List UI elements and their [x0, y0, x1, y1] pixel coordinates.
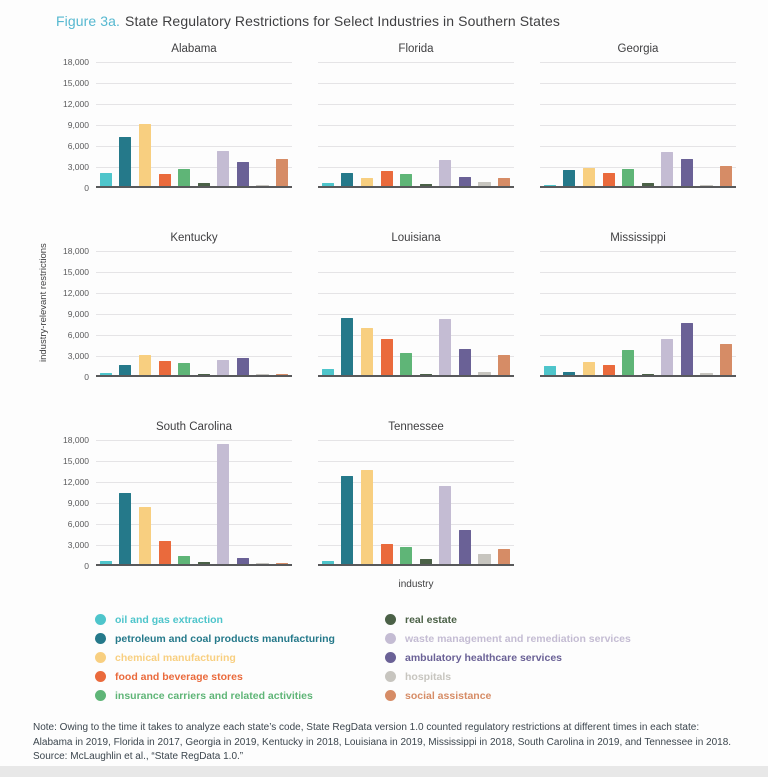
bar-slot [455, 62, 475, 186]
legend-label: petroleum and coal products manufacturing [115, 632, 335, 645]
legend-item-petroleum-and-coal-products-manufacturing [95, 629, 385, 648]
bar-waste-management-and-remediation-services [217, 360, 229, 375]
bar-slot [135, 62, 155, 186]
y-tick-label: 3,000 [67, 540, 89, 550]
bar-slot [318, 62, 338, 186]
legend-item-ambulatory-healthcare-services [385, 648, 631, 667]
bar-petroleum-and-coal-products-manufacturing [341, 173, 353, 186]
bar-ambulatory-healthcare-services [681, 323, 693, 376]
y-axis-alabama [58, 57, 96, 193]
bar-slot [338, 62, 358, 186]
bar-ambulatory-healthcare-services [459, 349, 471, 375]
bar-chemical-manufacturing [361, 178, 373, 186]
bar-slot [357, 62, 377, 186]
bar-waste-management-and-remediation-services [661, 152, 673, 186]
charts-grid [58, 43, 768, 571]
legend-label: social assistance [405, 689, 492, 702]
bar-social-assistance [498, 178, 510, 186]
chart-body-mississippi [540, 251, 736, 377]
bar-food-and-beverage-stores [159, 174, 171, 186]
bar-slot [194, 62, 214, 186]
y-tick-label: 3,000 [67, 351, 89, 361]
bar-slot [155, 62, 175, 186]
plot-mississippi [540, 251, 736, 377]
y-tick-label: 18,000 [63, 246, 89, 256]
bar-slot [318, 251, 338, 375]
bar-real-estate [198, 562, 210, 564]
bar-real-estate [198, 374, 210, 375]
legend-dot-oil-and-gas-extraction [95, 614, 106, 625]
bar-social-assistance [276, 374, 288, 375]
bar-food-and-beverage-stores [159, 541, 171, 564]
y-tick-label: 9,000 [67, 498, 89, 508]
chart-south-carolina [58, 421, 292, 571]
bar-food-and-beverage-stores [381, 171, 393, 186]
bar-chemical-manufacturing [583, 168, 595, 186]
bar-slot [677, 62, 697, 186]
bar-food-and-beverage-stores [603, 173, 615, 186]
bar-slot [272, 251, 292, 375]
legend-column-left [95, 610, 385, 705]
bar-waste-management-and-remediation-services [217, 444, 229, 564]
bar-slot [416, 440, 436, 564]
bar-slot [272, 62, 292, 186]
bar-insurance-carriers-and-related-activities [178, 169, 190, 187]
bar-slot [494, 440, 514, 564]
y-tick-label: 0 [84, 183, 89, 193]
y-tick-label: 9,000 [67, 309, 89, 319]
bar-oil-and-gas-extraction [100, 561, 112, 564]
bar-real-estate [642, 183, 654, 187]
y-tick-label: 18,000 [63, 435, 89, 445]
chart-body-kentucky [58, 246, 292, 382]
bar-slot [716, 251, 736, 375]
figure-title-text: State Regulatory Restrictions for Select Industries in Southern States [125, 13, 561, 29]
legend-dot-chemical-manufacturing [95, 652, 106, 663]
bar-insurance-carriers-and-related-activities [622, 350, 634, 375]
bar-slot [494, 62, 514, 186]
bar-chemical-manufacturing [361, 328, 373, 375]
bar-slot [396, 251, 416, 375]
legend-dot-hospitals [385, 671, 396, 682]
y-tick-label: 15,000 [63, 267, 89, 277]
bar-slot [677, 251, 697, 375]
bar-slot [116, 251, 136, 375]
bar-ambulatory-healthcare-services [237, 358, 249, 375]
y-tick-label: 18,000 [63, 57, 89, 67]
bar-slot [116, 440, 136, 564]
bar-slot [233, 62, 253, 186]
plot-south-carolina [96, 440, 292, 566]
bar-real-estate [420, 374, 432, 375]
bar-slot [455, 251, 475, 375]
chart-body-south-carolina [58, 435, 292, 571]
bar-slot [96, 62, 116, 186]
bar-slot [194, 251, 214, 375]
legend-label: ambulatory healthcare services [405, 651, 562, 664]
legend-item-chemical-manufacturing [95, 648, 385, 667]
bar-food-and-beverage-stores [381, 339, 393, 375]
legend-item-hospitals [385, 667, 631, 686]
bar-slot [579, 62, 599, 186]
plot-florida [318, 62, 514, 188]
chart-tennessee [318, 421, 514, 566]
bar-petroleum-and-coal-products-manufacturing [341, 318, 353, 375]
legend-label: waste management and remediation services [405, 632, 631, 645]
bar-hospitals [478, 182, 490, 186]
bar-slot [436, 251, 456, 375]
bar-social-assistance [720, 344, 732, 375]
bar-slot [697, 62, 717, 186]
bar-slot [214, 62, 234, 186]
bar-slot [599, 251, 619, 375]
bar-social-assistance [498, 549, 510, 564]
chart-title-louisiana: Louisiana [391, 232, 441, 244]
bar-slot [233, 440, 253, 564]
x-axis-title: industry [398, 579, 434, 590]
bar-slot [338, 440, 358, 564]
bar-oil-and-gas-extraction [322, 369, 334, 375]
bar-oil-and-gas-extraction [544, 185, 556, 186]
bar-slot [214, 251, 234, 375]
chart-body-louisiana [318, 251, 514, 377]
bar-slot [233, 251, 253, 375]
bar-slot [475, 62, 495, 186]
figure-number: Figure 3a. [56, 13, 121, 29]
bar-chemical-manufacturing [139, 124, 151, 186]
bar-insurance-carriers-and-related-activities [622, 169, 634, 187]
bar-social-assistance [498, 355, 510, 375]
bar-real-estate [420, 559, 432, 564]
bar-hospitals [256, 185, 268, 186]
bar-insurance-carriers-and-related-activities [178, 556, 190, 564]
note-text: Note: Owing to the time it takes to analyze each state’s code, State RegData version 1.0 counted regulatory restrictions at different times in each state: Alabama in 2019, Florida in 2017, Georgia in 2019, Kentucky in 2018, Louisiana in 2019, Mississippi in 2018, South Carolina in 2019, and Tennessee in 2018. [33, 722, 732, 748]
legend-dot-social-assistance [385, 690, 396, 701]
chart-body-alabama [58, 57, 292, 193]
bar-slot [357, 251, 377, 375]
bar-chemical-manufacturing [139, 355, 151, 375]
bar-slot [396, 62, 416, 186]
y-axis-title: industry-relevant restrictions [38, 243, 49, 363]
bar-slot [377, 440, 397, 564]
bar-slot [579, 251, 599, 375]
bar-chemical-manufacturing [139, 507, 151, 564]
legend-column-right [385, 610, 631, 705]
bar-slot [135, 440, 155, 564]
chart-title-mississippi: Mississippi [610, 232, 666, 244]
bar-insurance-carriers-and-related-activities [400, 174, 412, 186]
bar-slot [716, 62, 736, 186]
bar-slot [96, 440, 116, 564]
bar-hospitals [256, 563, 268, 564]
bar-slot [416, 251, 436, 375]
legend-label: oil and gas extraction [115, 613, 223, 626]
bar-waste-management-and-remediation-services [439, 160, 451, 186]
bar-social-assistance [720, 166, 732, 186]
bar-slot [540, 62, 560, 186]
bar-slot [560, 62, 580, 186]
legend-dot-ambulatory-healthcare-services [385, 652, 396, 663]
chart-title-tennessee: Tennessee [388, 421, 444, 433]
y-tick-label: 15,000 [63, 456, 89, 466]
legend-dot-insurance-carriers-and-related-activities [95, 690, 106, 701]
bar-petroleum-and-coal-products-manufacturing [341, 476, 353, 564]
legend-item-food-and-beverage-stores [95, 667, 385, 686]
legend-dot-food-and-beverage-stores [95, 671, 106, 682]
bar-oil-and-gas-extraction [544, 366, 556, 375]
bar-slot [436, 440, 456, 564]
y-tick-label: 3,000 [67, 162, 89, 172]
bar-ambulatory-healthcare-services [237, 162, 249, 186]
chart-title-kentucky: Kentucky [170, 232, 218, 244]
bar-slot [96, 251, 116, 375]
y-tick-label: 6,000 [67, 141, 89, 151]
bar-slot [618, 62, 638, 186]
bar-oil-and-gas-extraction [322, 183, 334, 186]
legend-item-waste-management-and-remediation-services [385, 629, 631, 648]
bar-slot [455, 440, 475, 564]
bar-waste-management-and-remediation-services [661, 339, 673, 375]
bar-slot [638, 62, 658, 186]
bar-oil-and-gas-extraction [100, 173, 112, 186]
bar-hospitals [478, 554, 490, 565]
chart-title-florida: Florida [398, 43, 434, 55]
y-tick-label: 6,000 [67, 330, 89, 340]
bar-slot [560, 251, 580, 375]
bar-slot [253, 251, 273, 375]
bar-slot [253, 62, 273, 186]
plot-kentucky [96, 251, 292, 377]
legend-dot-real-estate [385, 614, 396, 625]
y-tick-label: 0 [84, 561, 89, 571]
bar-slot [318, 440, 338, 564]
bar-slot [475, 251, 495, 375]
chart-mississippi [540, 232, 736, 377]
y-tick-label: 9,000 [67, 120, 89, 130]
bar-petroleum-and-coal-products-manufacturing [563, 372, 575, 375]
y-tick-label: 6,000 [67, 519, 89, 529]
bar-slot [540, 251, 560, 375]
bar-slot [436, 62, 456, 186]
plot-georgia [540, 62, 736, 188]
y-tick-label: 0 [84, 372, 89, 382]
bar-slot [214, 440, 234, 564]
bar-real-estate [420, 184, 432, 186]
bar-slot [174, 440, 194, 564]
bar-slot [377, 251, 397, 375]
bar-hospitals [256, 374, 268, 375]
bar-slot [377, 62, 397, 186]
bar-food-and-beverage-stores [603, 365, 615, 376]
bar-insurance-carriers-and-related-activities [400, 547, 412, 564]
bar-slot [272, 440, 292, 564]
y-axis-kentucky [58, 246, 96, 382]
legend-label: real estate [405, 613, 457, 626]
bar-slot [416, 62, 436, 186]
bar-oil-and-gas-extraction [322, 561, 334, 564]
bar-slot [357, 440, 377, 564]
chart-georgia [540, 43, 736, 188]
chart-area [38, 43, 768, 590]
chart-title-georgia: Georgia [617, 43, 659, 55]
bar-slot [135, 251, 155, 375]
figure-title [0, 0, 768, 29]
legend-label: food and beverage stores [115, 670, 243, 683]
chart-alabama [58, 43, 292, 193]
y-tick-label: 12,000 [63, 288, 89, 298]
bar-petroleum-and-coal-products-manufacturing [119, 137, 131, 186]
plot-louisiana [318, 251, 514, 377]
chart-body-georgia [540, 62, 736, 188]
bar-slot [618, 251, 638, 375]
plot-alabama [96, 62, 292, 188]
bar-slot [697, 251, 717, 375]
bar-hospitals [700, 185, 712, 186]
bar-slot [253, 440, 273, 564]
bar-slot [155, 440, 175, 564]
chart-title-south-carolina: South Carolina [155, 421, 233, 433]
legend-item-real-estate [385, 610, 631, 629]
legend-item-social-assistance [385, 686, 631, 705]
legend-label: insurance carriers and related activities [115, 689, 313, 702]
bar-slot [658, 251, 678, 375]
bar-slot [174, 251, 194, 375]
bar-petroleum-and-coal-products-manufacturing [119, 493, 131, 564]
bar-waste-management-and-remediation-services [439, 486, 451, 564]
bar-hospitals [478, 372, 490, 376]
bar-petroleum-and-coal-products-manufacturing [119, 365, 131, 376]
y-tick-label: 12,000 [63, 477, 89, 487]
bar-slot [658, 62, 678, 186]
legend-item-oil-and-gas-extraction [95, 610, 385, 629]
chart-louisiana [318, 232, 514, 377]
bar-real-estate [642, 374, 654, 375]
bar-ambulatory-healthcare-services [681, 159, 693, 186]
bar-waste-management-and-remediation-services [217, 151, 229, 186]
bar-slot [116, 62, 136, 186]
bar-food-and-beverage-stores [159, 361, 171, 375]
bar-hospitals [700, 373, 712, 375]
plot-tennessee [318, 440, 514, 566]
legend [95, 610, 768, 705]
chart-florida [318, 43, 514, 188]
bar-food-and-beverage-stores [381, 544, 393, 564]
bar-ambulatory-healthcare-services [459, 177, 471, 186]
bar-social-assistance [276, 159, 288, 186]
legend-dot-petroleum-and-coal-products-manufacturing [95, 633, 106, 644]
bar-slot [174, 62, 194, 186]
bar-oil-and-gas-extraction [100, 373, 112, 375]
bar-chemical-manufacturing [361, 470, 373, 565]
y-axis-south-carolina [58, 435, 96, 571]
bar-chemical-manufacturing [583, 362, 595, 375]
bar-waste-management-and-remediation-services [439, 319, 451, 375]
bar-slot [338, 251, 358, 375]
bar-ambulatory-healthcare-services [237, 558, 249, 564]
chart-title-alabama: Alabama [171, 43, 217, 55]
bar-slot [638, 251, 658, 375]
chart-body-tennessee [318, 440, 514, 566]
bar-ambulatory-healthcare-services [459, 530, 471, 564]
legend-dot-waste-management-and-remediation-services [385, 633, 396, 644]
legend-item-insurance-carriers-and-related-activities [95, 686, 385, 705]
y-tick-label: 15,000 [63, 78, 89, 88]
bar-insurance-carriers-and-related-activities [178, 363, 190, 375]
bar-slot [475, 440, 495, 564]
bar-slot [599, 62, 619, 186]
chart-kentucky [58, 232, 292, 382]
bottom-strip [0, 766, 768, 777]
chart-body-florida [318, 62, 514, 188]
bar-petroleum-and-coal-products-manufacturing [563, 170, 575, 186]
bar-social-assistance [276, 563, 288, 564]
bar-slot [494, 251, 514, 375]
bar-insurance-carriers-and-related-activities [400, 353, 412, 375]
bar-slot [155, 251, 175, 375]
bar-slot [194, 440, 214, 564]
bar-real-estate [198, 183, 210, 186]
legend-label: chemical manufacturing [115, 651, 236, 664]
source-text: Source: McLaughlin et al., “State RegData 1.0.” [33, 751, 244, 763]
legend-label: hospitals [405, 670, 452, 683]
y-tick-label: 12,000 [63, 99, 89, 109]
bar-slot [396, 440, 416, 564]
